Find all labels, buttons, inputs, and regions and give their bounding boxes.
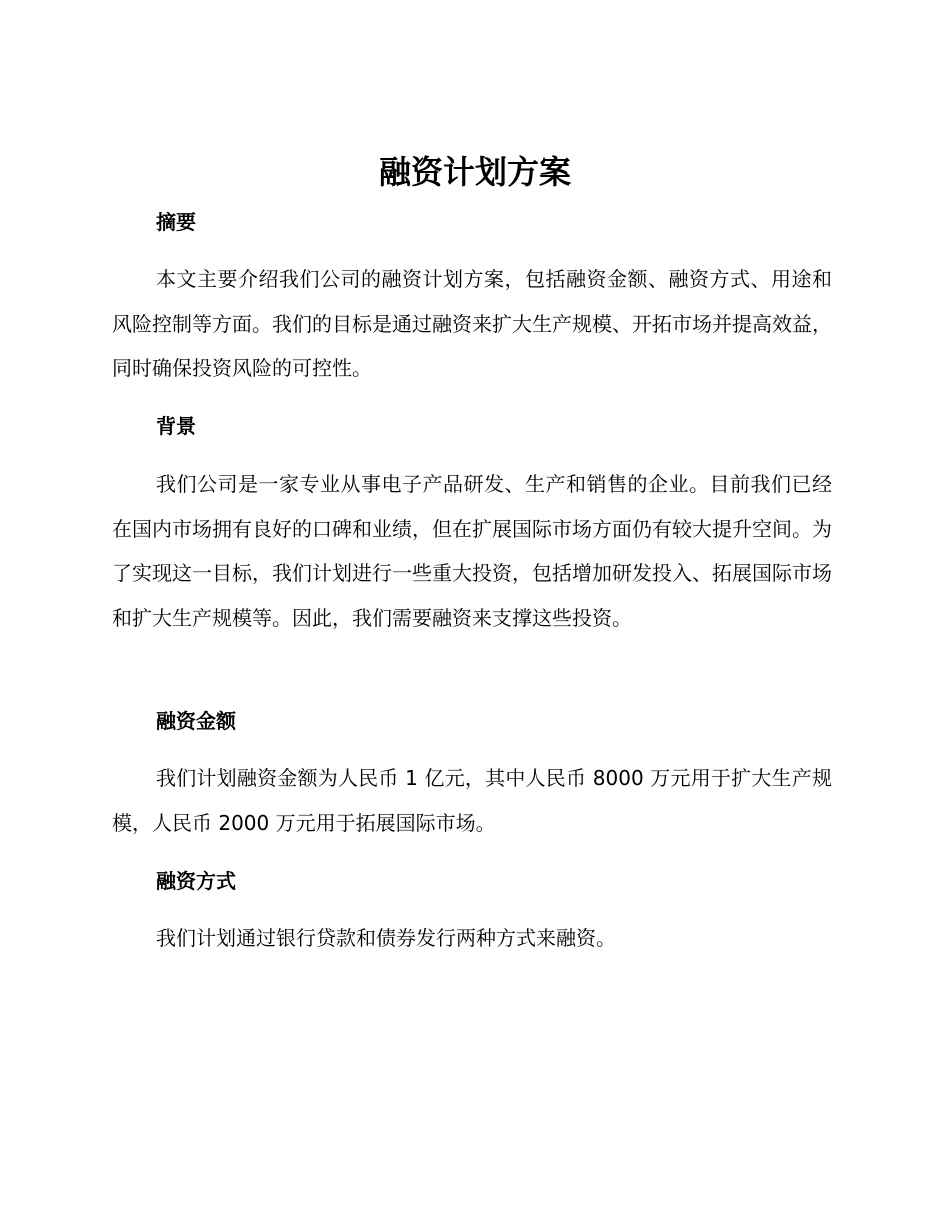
section-body-background: 我们公司是一家专业从事电子产品研发、生产和销售的企业。目前我们已经在国内市场拥有良好的口碑和业绩，但在扩展国际市场方面仍有较大提升空间。为了实现这一目标，我们计划进行一些重大投资，包括增加研发投入、拓展国际市场和扩大生产规模等。因此，我们需要融资来支撑这些投资。 [112, 472, 832, 630]
section-body-method: 我们计划通过银行贷款和债券发行两种方式来融资。 [156, 926, 616, 950]
section-heading-background: 背景 [156, 414, 196, 438]
document-title: 融资计划方案 [378, 153, 571, 191]
section-body-amount: 我们计划融资金额为人民币 1 亿元，其中人民币 8000 万元用于扩大生产规模，人民币 2000 万元用于拓展国际市场。 [112, 766, 832, 835]
section-heading-amount: 融资金额 [156, 709, 236, 733]
section-heading-summary: 摘要 [156, 210, 196, 234]
section-body-summary: 本文主要介绍我们公司的融资计划方案，包括融资金额、融资方式、用途和风险控制等方面。我们的目标是通过融资来扩大生产规模、开拓市场并提高效益，同时确保投资风险的可控性。 [112, 267, 832, 380]
section-heading-method: 融资方式 [156, 869, 236, 893]
